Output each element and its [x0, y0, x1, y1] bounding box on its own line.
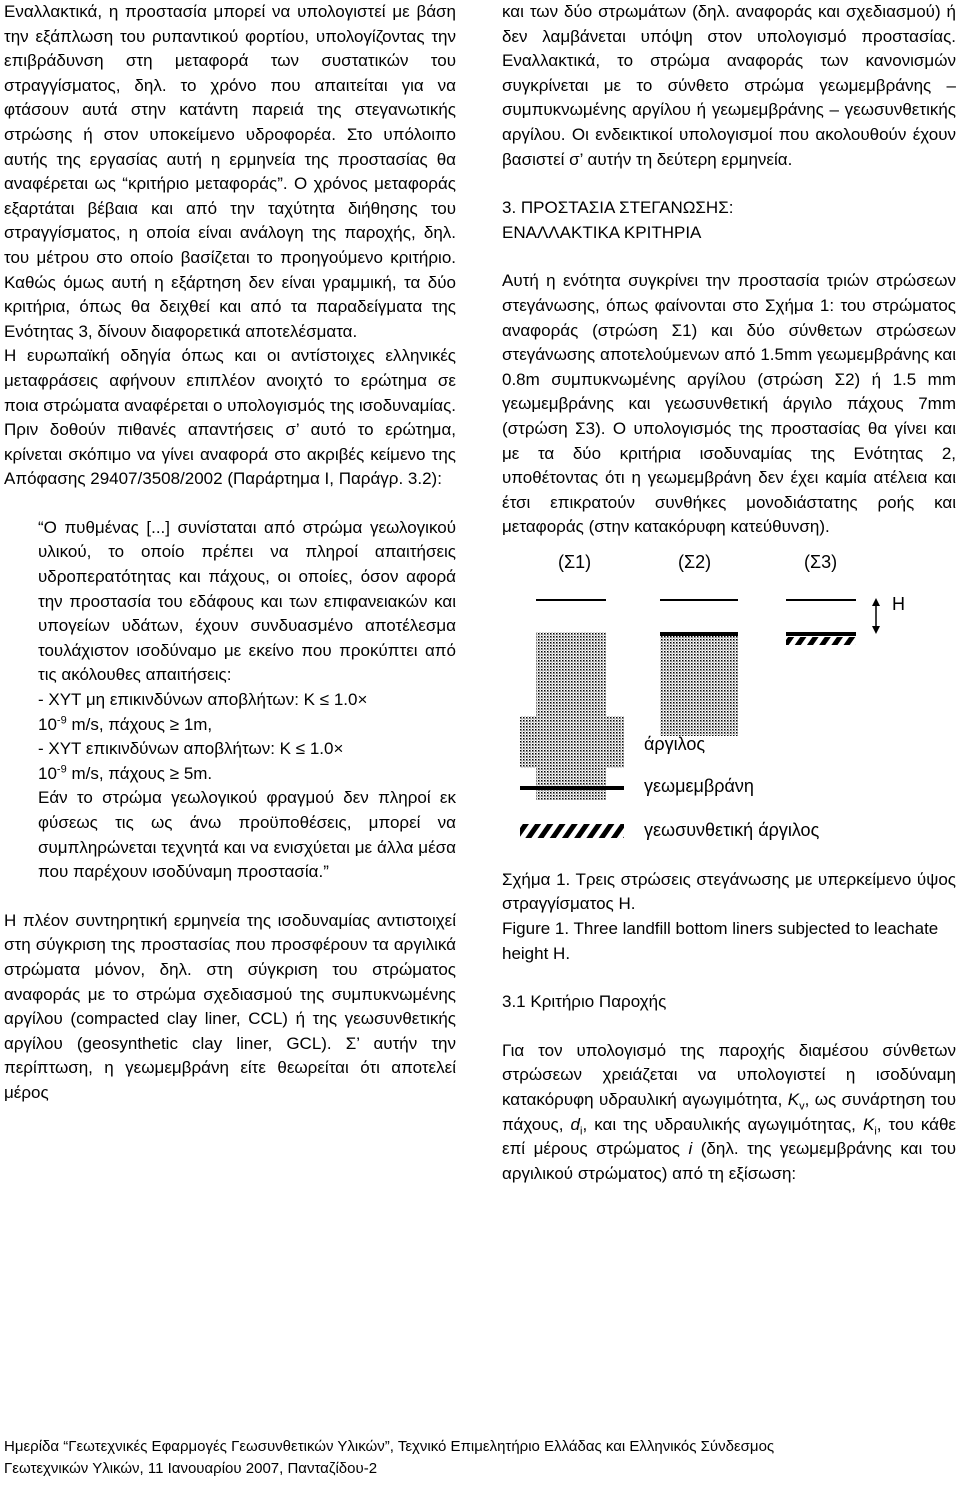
- section-heading: [502, 196, 956, 245]
- legend-gcl-swatch: [520, 824, 624, 838]
- quote-intro: “Ο πυθμένας [...] συνίσταται από στρώμα γεωλογικού υλικού, το οποίο πρέπει να πληροί απαιτήσεις υδροπερατότητας και πάχους, οι οποίες, όσον αφορά την προστασία του εδάφους και των επιφανειακών και υπογείων υδάτων, έχουν συνδυασμένο αποτέλεσμα τουλάχιστον ισοδύναμο με εκείνο που προκύπτει από τις ακόλουθες απαιτήσεις:: [38, 517, 456, 685]
- section-heading-line2: ΕΝΑΛΛΑΚΤΙΚΑ ΚΡΙΤΗΡΙΑ: [502, 222, 702, 242]
- label-s1: (Σ1): [558, 551, 592, 572]
- s3-geomembrane: [786, 632, 856, 636]
- height-arrow-top: [872, 598, 880, 606]
- paragraph-european-directive: Η ευρωπαϊκή οδηγία όπως και οι αντίστοιχες ελληνικές μεταφράσεις αφήνουν επιπλέον ανοιχτό το ερώτημα σε ποια στρώματα αναφέρεται ο υπολογισμός της ισοδυναμίας. Πριν δοθούν πιθανές απαντήσεις σ’ αυτό το ερώτημα, κρίνεται σκόπιμο να γίνει αναφορά στο ακριβές κείμενο της Απόφασης 29407/3508/2002 (Παράρτημα Ι, Παράγρ. 3.2):: [4, 346, 456, 489]
- page-footer: [4, 1436, 956, 1480]
- label-height: Η: [892, 593, 905, 614]
- subsection-heading: 3.1 Κριτήριο Παροχής: [502, 992, 667, 1012]
- paragraph-conservative-interpretation: Η πλέον συντηρητική ερμηνεία της ισοδυναμίας αντιστοιχεί στη σύγκριση της προστασίας που προσφέρουν τα αργιλικά στρώματα μόνον, δηλ. στη σύγκριση του στρώματος αναφοράς με το στρώμα σχεδιασμού της συμπυκνωμένης αργίλου (compacted clay liner, CCL) ή της γεωσυνθετικής αργίλου (geosynthetic clay liner, GCL). Σ’ αυτήν την περίπτωση, η γεωμεμβράνη είτε θεωρείται ότι αποτελεί μέρος: [4, 910, 456, 1102]
- legend-clay-swatch: [520, 716, 624, 768]
- section-heading-line1: 3. ΠΡΟΣΤΑΣΙΑ ΣΤΕΓΑΝΩΣΗΣ:: [502, 198, 734, 218]
- footer-line1: Ημερίδα “Γεωτεχνικές Εφαρμογές Γεωσυνθετικών Υλικών”, Τεχνικό Επιμελητήριο Ελλάδας και Ελληνικός Σύνδεσμος: [4, 1438, 775, 1455]
- paragraph-continuation: και των δύο στρωμάτων (δηλ. αναφοράς και σχεδιασμού) ή δεν λαμβάνεται υπόψη στον υπολογισμό προστασίας. Εναλλακτικά, το στρώμα αναφοράς των κανονισμών συγκρίνεται με το σύνθετο στρώμα γεωμεμβράνης – συμπυκνωμένης αργίλου ή γεωμεμβράνης – γεωσυνθετικής αργίλου. Οι ενδεικτικοί υπολογισμοί που ακολουθούν έχουν βασιστεί σ’ αυτήν τη δεύτερη ερμηνεία.: [502, 2, 956, 169]
- regulation-quote: [4, 516, 456, 885]
- right-column: [502, 0, 956, 1186]
- legend-geomembrane-swatch: [520, 786, 624, 790]
- figure-caption-english: Figure 1. Three landfill bottom liners subjected to leachate height H.: [502, 919, 939, 963]
- legend-clay-label: άργιλος: [644, 733, 706, 754]
- legend-geomembrane-label: γεωμεμβράνη: [644, 775, 754, 796]
- legend-gcl-label: γεωσυνθετική άργιλος: [644, 819, 820, 840]
- paragraph-transport-criterion: Εναλλακτικά, η προστασία μπορεί να υπολογιστεί με βάση την εξάπλωση του ρυπαντικού φορτίου, υπολογίζοντας την επιβράδυνση στη μεταφορά των συστατικών του στραγγίσματος, δηλ. το χρόνο που απαιτείται για να φτάσουν αυτά στην κατάντη παρειά της στεγανωτικής στρώσης ή στον υποκείμενο υδροφορέα. Στο υπόλοιπο αυτής της εργασίας αυτή η ερμηνεία της προστασίας θα αναφέρεται ως “κριτήριο μεταφοράς”. Ο χρόνος μεταφοράς εξαρτάται βέβαια και από την ταχύτητα διήθησης του στραγγίσματος, η οποία είναι ανάλογη της παροχής, δηλ. του μέτρου στο οποίο βασίζεται το προηγούμενο κριτήριο. Καθώς όμως αυτή η εξάρτηση δεν είναι γραμμική, τα δύο κριτήρια, όπως θα δειχθεί και από τα παραδείγματα της Ενότητας 3, δίνουν διαφορετικά αποτελέσματα.: [4, 2, 456, 341]
- figure-caption-greek: Σχήμα 1. Τρεις στρώσεις στεγάνωσης με υπερκείμενο ύψος στραγγίσματος Η.: [502, 869, 956, 914]
- s2-clay-layer: [660, 636, 738, 736]
- requirement-hazardous: - ΧΥΤ επικινδύνων αποβλήτων: Κ ≤ 1.0× $10^{-9}$ m/s, πάχους ≥ 5m.: [38, 739, 344, 783]
- label-s2: (Σ2): [678, 551, 712, 572]
- label-s3: (Σ3): [804, 551, 838, 572]
- quote-end: Εάν το στρώμα γεωλογικού φραγμού δεν πληροί εκ φύσεως τις ως άνω προϋποθέσεις, μπορεί να συμπληρώνεται τεχνητά και να ενισχύεται με άλλα μέσα που παρέχουν ισοδύναμη προστασία.”: [38, 788, 456, 882]
- paragraph-flow-criterion: Για τον υπολογισμό της παροχής διαμέσου σύνθετων στρώσεων χρειάζεται να υπολογιστεί η ισοδύναμη κατακόρυφη υδραυλική αγωγιμότητα, $K_v$, ως συνάρτηση του πάχους, $d_i$, και της υδραυλικής αγωγιμότητας, $K_i$, του κάθε επί μέρους στρώματος i (δηλ. της γεωμεμβράνης και του αργιλικού στρώματος) από τη εξίσωση:: [502, 1040, 957, 1183]
- requirement-non-hazardous: - ΧΥΤ μη επικινδύνων αποβλήτων: Κ ≤ 1.0× $10^{-9}$ m/s, πάχους ≥ 1m,: [38, 690, 368, 734]
- height-arrow-bottom: [872, 626, 880, 634]
- figure-1-liners: [502, 540, 956, 868]
- footer-line2: Γεωτεχνικών Υλικών, 11 Ιανουαρίου 2007, Πανταζίδου-2: [4, 1460, 378, 1477]
- s2-geomembrane: [660, 632, 738, 636]
- s3-gcl-layer: [786, 637, 856, 645]
- paragraph-three-liners: Αυτή η ενότητα συγκρίνει την προστασία τριών στρώσεων στεγάνωσης, όπως φαίνονται στο Σχήμα 1: του στρώματος αναφοράς (στρώση Σ1) και δύο σύνθετων στρώσεων στεγάνωσης αποτελούμενων από 1.5mm γεωμεμβράνης και 0.8m συμπυκνωμένης αργίλου (στρώση Σ2) ή 1.5 mm γεωμεμβράνης και γεωσυνθετική άργιλο πάχους 7mm (στρώση Σ3). Ο υπολογισμός της προστασίας θα γίνει και με τα δύο κριτήρια ισοδυναμίας της Ενότητας 2, υποθέτοντας ότι η γεωμεμβράνη δεν έχει καμία ατέλεια και έτσι επικρατούν συνθήκες μονοδιάστατης ροής και μεταφοράς (στην κατακόρυφη κατεύθυνση).: [502, 271, 956, 537]
- left-column: [4, 0, 456, 1106]
